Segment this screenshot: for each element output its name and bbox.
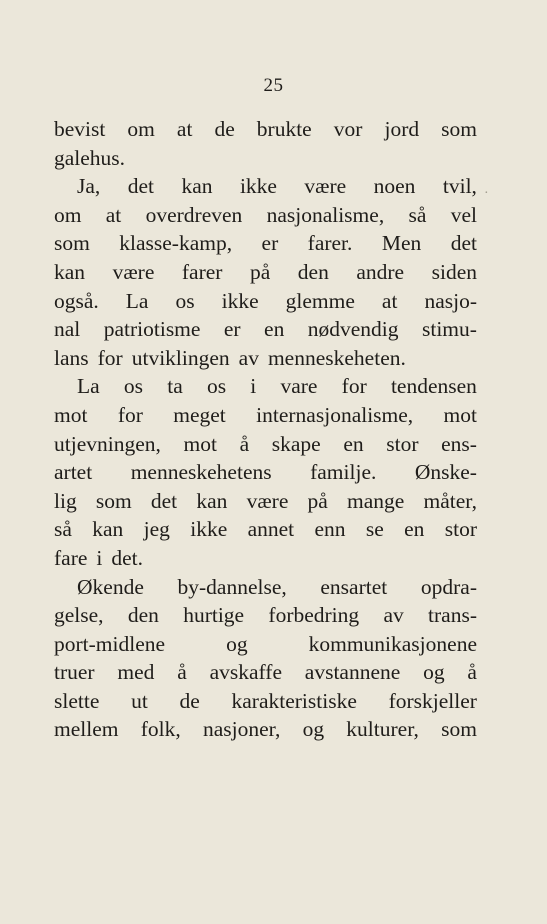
text-word: vor — [333, 117, 363, 141]
text-word: de — [179, 688, 200, 713]
text-word: kommunikasjonene — [308, 631, 477, 656]
text-word: nasjo- — [424, 288, 477, 313]
text-word: i — [250, 374, 257, 399]
text-word: for — [341, 374, 367, 399]
text-word: nal — [54, 317, 81, 342]
text-word: lig — [54, 488, 77, 513]
text-word: siden — [431, 259, 477, 284]
text-word: som — [54, 231, 90, 256]
text-line — [54, 344, 477, 373]
text-word: nasjoner, — [202, 717, 281, 742]
text-word: kan — [54, 259, 86, 284]
text-word: mot — [183, 431, 217, 456]
text-word: familje. — [310, 460, 377, 485]
text-word: stor — [386, 431, 419, 456]
text-line — [54, 287, 477, 316]
text-word: være — [112, 259, 155, 284]
text-word: kan — [92, 517, 124, 542]
text-word: nødvendig — [307, 317, 399, 342]
text-word: at — [176, 117, 193, 141]
text-word: det — [127, 174, 155, 199]
text-word: og — [226, 631, 248, 656]
text-word: måter, — [423, 488, 477, 513]
text-line — [54, 515, 477, 544]
text-line — [54, 115, 477, 144]
text-word: klasse-kamp, — [119, 231, 233, 256]
text-word: mot — [54, 402, 88, 427]
text-word: nasjonalisme, — [266, 202, 385, 227]
text-word: er — [223, 317, 241, 342]
text-word: være — [304, 174, 347, 199]
text-word: gelse, — [54, 603, 104, 628]
text-word: glemme — [285, 288, 355, 313]
text-word: skape — [271, 431, 321, 456]
text-word: galehus. — [54, 145, 126, 170]
text-word: fare — [54, 545, 88, 570]
text-word: overdreven — [145, 202, 243, 227]
text-word: enn — [314, 517, 346, 542]
text-word: forbedring — [268, 603, 360, 628]
text-word: å — [239, 431, 250, 456]
text-word: farer. — [307, 231, 353, 256]
text-word: mot — [443, 402, 477, 427]
text-word: se — [365, 517, 384, 542]
text-word: også. — [54, 288, 99, 313]
text-word: er — [261, 231, 279, 256]
text-word: for — [97, 345, 123, 370]
text-word: for — [117, 402, 143, 427]
text-word: farer — [181, 259, 223, 284]
text-word: by-dannelse, — [177, 574, 287, 599]
text-word: ens- — [441, 431, 477, 456]
text-word: så — [54, 517, 72, 542]
text-word: avstannene — [304, 660, 401, 685]
text-line — [54, 630, 477, 659]
text-word: så — [408, 202, 427, 227]
text-word: hurtige — [183, 603, 245, 628]
text-word: os — [175, 288, 195, 313]
text-word: ikke — [239, 174, 277, 199]
text-word: den — [297, 259, 329, 284]
text-word: karakteristiske — [231, 688, 357, 713]
text-word: med — [117, 660, 155, 685]
text-word: bevist — [54, 117, 106, 141]
text-line — [54, 401, 477, 430]
text-word: Ja, — [77, 174, 101, 199]
text-word: stor — [444, 517, 477, 542]
text-word: vare — [280, 374, 318, 399]
text-word: forskjeller — [388, 688, 477, 713]
text-word: om — [127, 117, 155, 141]
body-text — [54, 115, 477, 744]
text-word: en — [404, 517, 425, 542]
text-word: Men — [381, 231, 422, 256]
text-line — [54, 258, 477, 287]
text-word: utviklingen — [131, 345, 230, 370]
text-word: folk, — [140, 717, 181, 742]
text-word: tvil, — [442, 174, 477, 199]
text-word: lans — [54, 345, 89, 370]
text-word: meget — [173, 402, 226, 427]
text-word: ikke — [221, 288, 259, 313]
text-line — [54, 144, 477, 173]
text-word: os — [206, 374, 227, 399]
text-word: ta — [167, 374, 183, 399]
text-word: trans- — [428, 603, 477, 628]
text-word: kan — [181, 174, 213, 199]
text-line — [54, 487, 477, 516]
text-word: ensartet — [320, 574, 388, 599]
text-line — [54, 544, 477, 573]
text-word: i — [96, 545, 103, 570]
text-word: menneskehetens — [130, 460, 272, 485]
text-word: slette — [54, 688, 100, 713]
text-line — [54, 601, 477, 630]
text-line — [54, 315, 477, 344]
text-word: på — [307, 488, 328, 513]
text-word: os — [123, 374, 144, 399]
text-line — [54, 172, 477, 201]
text-line — [54, 458, 477, 487]
text-line — [54, 658, 477, 687]
text-word: det — [150, 488, 178, 513]
text-word: patriotisme — [103, 317, 201, 342]
text-line — [54, 687, 477, 716]
text-word: jeg — [143, 517, 170, 542]
text-word: av — [238, 345, 259, 370]
text-word: avskaffe — [209, 660, 282, 685]
text-word: det. — [111, 545, 144, 570]
text-word: andre — [356, 259, 405, 284]
text-word: ikke — [190, 517, 228, 542]
text-word: å — [467, 660, 477, 685]
text-word: av — [383, 603, 404, 628]
text-word: mange — [347, 488, 405, 513]
text-word: Ønske- — [414, 460, 477, 485]
text-word: kan — [196, 488, 228, 513]
text-word: at — [105, 202, 122, 227]
text-word: ut — [131, 688, 148, 713]
text-word: være — [246, 488, 289, 513]
text-word: kulturer, — [346, 717, 419, 742]
text-word: menneskeheten. — [267, 345, 406, 370]
text-word: som — [95, 488, 132, 513]
text-word: artet — [54, 460, 93, 485]
text-line — [54, 573, 477, 602]
text-word: de — [214, 117, 235, 141]
text-word: opdra- — [420, 574, 477, 599]
text-word: mellem — [54, 717, 119, 742]
text-word: vel — [450, 202, 477, 227]
text-word: om — [54, 202, 82, 227]
text-word: og — [423, 660, 445, 685]
text-word: tendensen — [390, 374, 477, 399]
page-number: 25 — [263, 75, 284, 96]
text-word: Økende — [77, 574, 144, 599]
text-word: La — [125, 288, 149, 313]
text-word: som — [441, 117, 477, 141]
text-word: annet — [247, 517, 295, 542]
text-word: en — [264, 317, 285, 342]
text-line — [54, 430, 477, 459]
text-word: en — [343, 431, 364, 456]
text-word: som — [441, 717, 477, 742]
text-line — [54, 229, 477, 258]
text-word: at — [381, 288, 398, 313]
text-word: det — [450, 231, 477, 256]
text-word: og — [302, 717, 325, 742]
text-word: den — [127, 603, 159, 628]
text-word: truer — [54, 660, 95, 685]
text-word: stimu- — [421, 317, 477, 342]
stray-mark: · — [484, 186, 489, 201]
text-word: internasjonalisme, — [256, 402, 414, 427]
text-word: utjevningen, — [54, 431, 161, 456]
text-line — [54, 715, 477, 744]
text-word: å — [177, 660, 187, 685]
text-word: noen — [373, 174, 416, 199]
text-word: La — [77, 374, 100, 399]
text-word: på — [249, 259, 271, 284]
text-word: brukte — [256, 117, 312, 141]
text-word: port-midlene — [54, 631, 166, 656]
text-word: jord — [384, 117, 420, 141]
text-line — [54, 372, 477, 401]
text-line — [54, 201, 477, 230]
